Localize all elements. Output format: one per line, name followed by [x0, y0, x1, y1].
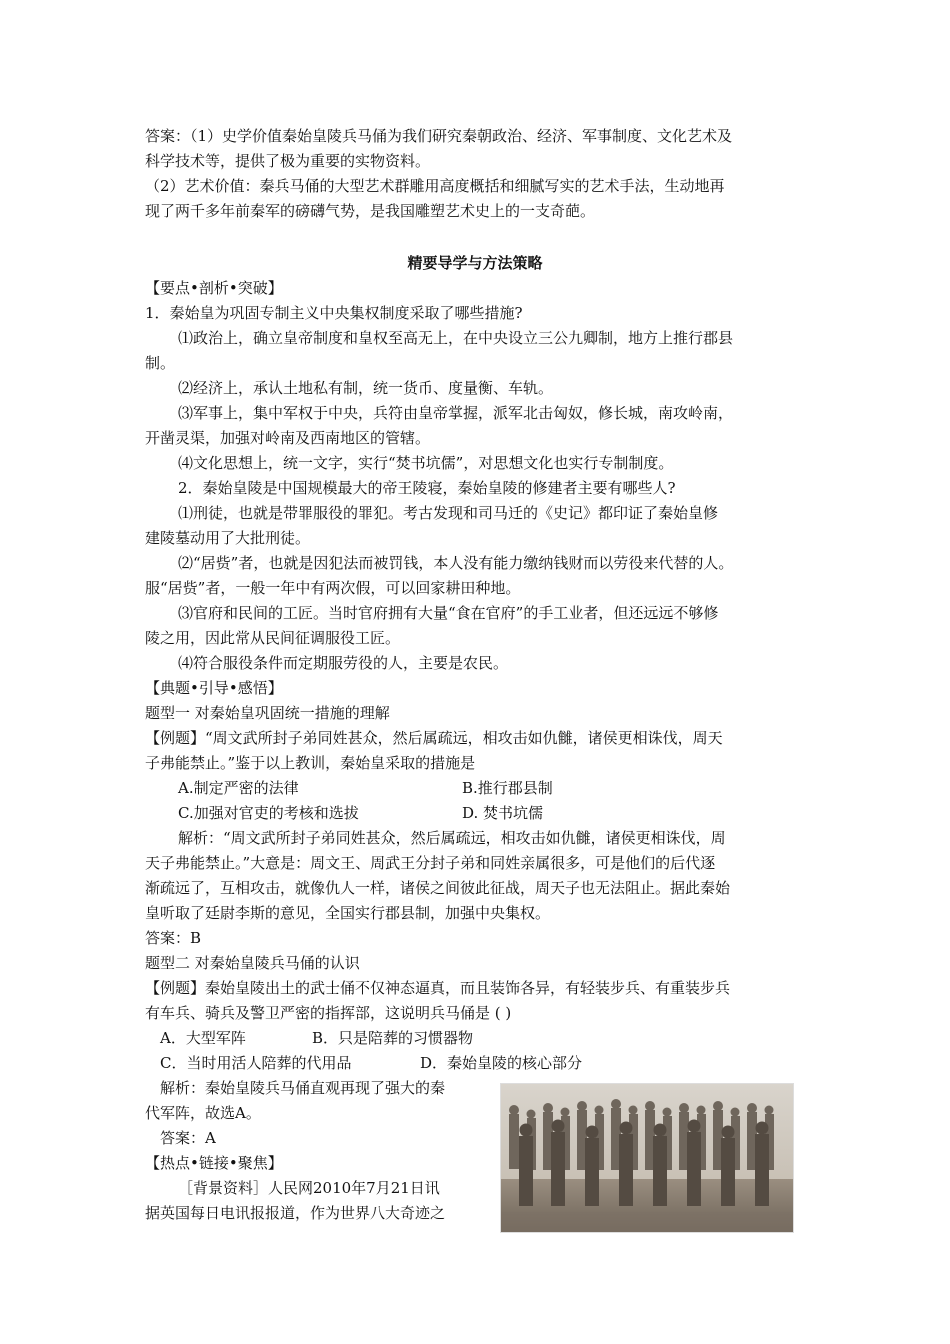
q2-item: 陵之用，因此常从民间征调服役工匠。: [145, 629, 401, 647]
q2-item: ⑶官府和民间的工匠。当时官府拥有大量“食在官府”的手工业者，但还远远不够修: [178, 604, 719, 622]
type2-option-a: A．大型军阵: [160, 1029, 246, 1047]
type2-title: 题型二 对秦始皇陵兵马俑的认识: [145, 954, 360, 972]
q1-item: ⑶军事上，集中军权于中央，兵符由皇帝掌握，派军北击匈奴，修长城，南攻岭南，: [178, 404, 734, 422]
answer-line: 现了两千多年前秦军的磅礴气势，是我国雕塑艺术史上的一支奇葩。: [145, 202, 596, 220]
q2-item: ⑵“居赀”者，也就是因犯法而被罚钱，本人没有能力缴纳钱财而以劳役来代替的人。: [178, 554, 734, 572]
type2-option-d: D．秦始皇陵的核心部分: [420, 1054, 583, 1072]
type1-option-c: C.加强对官吏的考核和选拔: [178, 804, 359, 822]
type1-option-b: B.推行郡县制: [462, 779, 553, 797]
examples-header: 【典题•引导•感悟】: [145, 679, 283, 697]
hot-line: 据英国每日电讯报报道，作为世界八大奇迹之: [145, 1204, 446, 1222]
type2-option-c: C．当时用活人陪葬的代用品: [160, 1054, 352, 1072]
q2-item: ⑴刑徒，也就是带罪服役的罪犯。考古发现和司马迁的《史记》都印证了秦始皇修: [178, 504, 719, 522]
q1-item: ⑴政治上，确立皇帝制度和皇权至高无上，在中央设立三公九卿制，地方上推行郡县: [178, 329, 734, 347]
type2-analysis: 解析：秦始皇陵兵马俑直观再现了强大的秦: [160, 1079, 446, 1097]
answer-line: 科学技术等，提供了极为重要的实物资料。: [145, 152, 431, 170]
type1-analysis: 皇听取了廷尉李斯的意见，全国实行郡县制，加强中央集权。: [145, 904, 551, 922]
type1-question: 子弗能禁止。”鉴于以上教训，秦始皇采取的措施是: [145, 754, 476, 772]
q1-item: 制。: [145, 354, 176, 372]
type2-question: 【例题】秦始皇陵出土的武士俑不仅神态逼真，而且装饰各异，有轻装步兵、有重装步兵: [145, 979, 731, 997]
type1-analysis: 解析：“周文武所封子弟同姓甚众，然后属疏远，相攻击如仇雠，诸侯更相诛伐，周: [178, 829, 726, 847]
question-1: 1．秦始皇为巩固专制主义中央集权制度采取了哪些措施?: [145, 304, 523, 322]
type2-analysis: 代军阵，故选A。: [145, 1104, 261, 1122]
q2-item: ⑷符合服役条件而定期服劳役的人，主要是农民。: [178, 654, 509, 672]
section-title: 精要导学与方法策略: [407, 254, 543, 272]
type1-option-a: A.制定严密的法律: [178, 779, 299, 797]
hot-line: ［背景资料］人民网2010年7月21日讯: [178, 1179, 440, 1197]
terracotta-warriors-photo: [500, 1083, 794, 1233]
type2-option-b: B．只是陪葬的习惯器物: [312, 1029, 474, 1047]
key-points-header: 【要点•剖析•突破】: [145, 279, 283, 297]
type1-question: 【例题】“周文武所封子弟同姓甚众，然后属疏远，相攻击如仇雠，诸侯更相诛伐，周天: [145, 729, 723, 747]
hot-header: 【热点•链接•聚焦】: [145, 1154, 283, 1172]
type1-answer: 答案：B: [145, 929, 202, 947]
q1-item: ⑵经济上，承认土地私有制，统一货币、度量衡、车轨。: [178, 379, 554, 397]
type1-analysis: 渐疏远了，互相攻击，就像仇人一样，诸侯之间彼此征战，周天子也无法阻止。据此秦始: [145, 879, 731, 897]
q2-item: 建陵墓动用了大批刑徒。: [145, 529, 311, 547]
answer-line: （2）艺术价值：秦兵马俑的大型艺术群雕用高度概括和细腻写实的艺术手法，生动地再: [145, 177, 725, 195]
type1-option-d: D. 焚书坑儒: [462, 804, 544, 822]
type1-analysis: 天子弗能禁止。”大意是：周文王、周武王分封子弟和同姓亲属很多，可是他们的后代逐: [145, 854, 716, 872]
type2-question: 有车兵、骑兵及警卫严密的指挥部，这说明兵马俑是 ( ): [145, 1004, 512, 1022]
q2-item: 服“居赀”者，一般一年中有两次假，可以回家耕田种地。: [145, 579, 521, 597]
q1-item: 开凿灵渠，加强对岭南及西南地区的管辖。: [145, 429, 431, 447]
answer-line: 答案：（1）史学价值秦始皇陵兵马俑为我们研究秦朝政治、经济、军事制度、文化艺术及: [145, 127, 733, 145]
type2-answer: 答案：A: [160, 1129, 216, 1147]
q1-item: ⑷文化思想上，统一文字，实行“焚书坑儒”，对思想文化也实行专制制度。: [178, 454, 674, 472]
type1-title: 题型一 对秦始皇巩固统一措施的理解: [145, 704, 390, 722]
question-2: 2．秦始皇陵是中国规模最大的帝王陵寝，秦始皇陵的修建者主要有哪些人?: [178, 479, 676, 497]
